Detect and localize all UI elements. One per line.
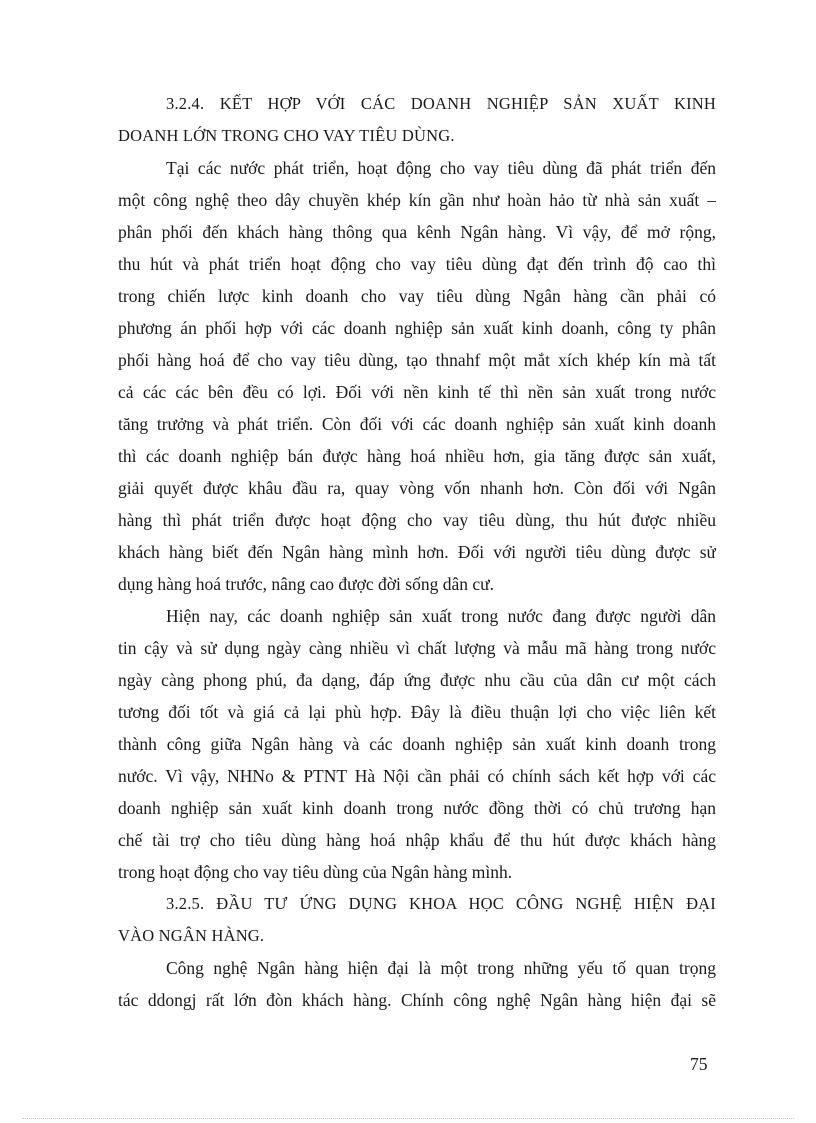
paragraph-1-line: hàng thì phát triển được hoạt động cho vay tiêu dùng, thu hút được nhiều <box>118 510 716 530</box>
paragraph-1-line: một công nghệ theo dây chuyền khép kín gần như hoàn hảo từ nhà sản xuất – <box>118 190 716 210</box>
paragraph-1-line: thu hút và phát triển hoạt động cho vay tiêu dùng đạt đến trình độ cao thì <box>118 254 716 274</box>
paragraph-1-line: khách hàng biết đến Ngân hàng mình hơn. Đối với người tiêu dùng được sử <box>118 542 716 562</box>
paragraph-2-line: tương đối tốt và giá cả lại phù hợp. Đây là điều thuận lợi cho việc liên kết <box>118 702 716 722</box>
paragraph-1-line: Tại các nước phát triển, hoạt động cho vay tiêu dùng đã phát triển đến <box>166 158 716 178</box>
paragraph-2-line: Hiện nay, các doanh nghiệp sản xuất trong nước đang được người dân <box>166 606 716 626</box>
document-page <box>118 88 716 1016</box>
paragraph-2-line: doanh nghiệp sản xuất kinh doanh trong nước đồng thời có chủ trương hạn <box>118 798 716 818</box>
paragraph-1-line: dụng hàng hoá trước, nâng cao được đời sống dân cư. <box>118 574 494 594</box>
footer-divider <box>22 1118 794 1119</box>
paragraph-3-line: tác ddongj rất lớn đòn khách hàng. Chính công nghệ Ngân hàng hiện đại sẽ <box>118 990 716 1010</box>
paragraph-2-line: chế tài trợ cho tiêu dùng hàng hoá nhập khẩu để thu hút được khách hàng <box>118 830 716 850</box>
paragraph-2-line: thành công giữa Ngân hàng và các doanh nghiệp sản xuất kinh doanh trong <box>118 734 716 754</box>
section-heading-3-2-5-line-2: VÀO NGÂN HÀNG. <box>118 926 265 945</box>
section-heading-3-2-5-line-1: 3.2.5. ĐẦU TƯ ỨNG DỤNG KHOA HỌC CÔNG NGHỆ HIỆN ĐẠI <box>166 894 716 913</box>
paragraph-1-line: trong chiến lược kinh doanh cho vay tiêu dùng Ngân hàng cần phải có <box>118 286 716 306</box>
paragraph-1-line: giải quyết được khâu đầu ra, quay vòng vốn nhanh hơn. Còn đối với Ngân <box>118 478 716 498</box>
paragraph-1-line: tăng trưởng và phát triển. Còn đối với các doanh nghiệp sản xuất kinh doanh <box>118 414 716 434</box>
paragraph-1-line: phân phối đến khách hàng thông qua kênh Ngân hàng. Vì vậy, để mở rộng, <box>118 222 716 242</box>
paragraph-2-line: trong hoạt động cho vay tiêu dùng của Ngân hàng mình. <box>118 862 513 882</box>
paragraph-2-line: nước. Vì vậy, NHNo & PTNT Hà Nội cần phải có chính sách kết hợp với các <box>118 766 716 786</box>
section-heading-3-2-4-line-1: 3.2.4. KẾT HỢP VỚI CÁC DOANH NGHIỆP SẢN XUẤT KINH <box>166 94 716 113</box>
paragraph-1-line: cả các các bên đều có lợi. Đối với nền kinh tế thì nền sản xuất trong nước <box>118 382 716 402</box>
section-heading-3-2-4-line-2: DOANH LỚN TRONG CHO VAY TIÊU DÙNG. <box>118 126 455 145</box>
paragraph-2-line: ngày càng phong phú, đa dạng, đáp ứng được nhu cầu của dân cư một cách <box>118 670 716 690</box>
paragraph-1-line: thì các doanh nghiệp bán được hàng hoá nhiều hơn, gia tăng được sản xuất, <box>118 446 716 466</box>
paragraph-3-line: Công nghệ Ngân hàng hiện đại là một trong những yếu tố quan trọng <box>166 958 716 978</box>
paragraph-1-line: phối hàng hoá để cho vay tiêu dùng, tạo thnahf một mắt xích khép kín mà tất <box>118 350 716 370</box>
page-number: 75 <box>690 1054 708 1074</box>
paragraph-2-line: tin cậy và sử dụng ngày càng nhiều vì chất lượng và mẫu mã hàng trong nước <box>118 638 716 658</box>
paragraph-1-line: phương án phối hợp với các doanh nghiệp sản xuất kinh doanh, công ty phân <box>118 318 716 338</box>
